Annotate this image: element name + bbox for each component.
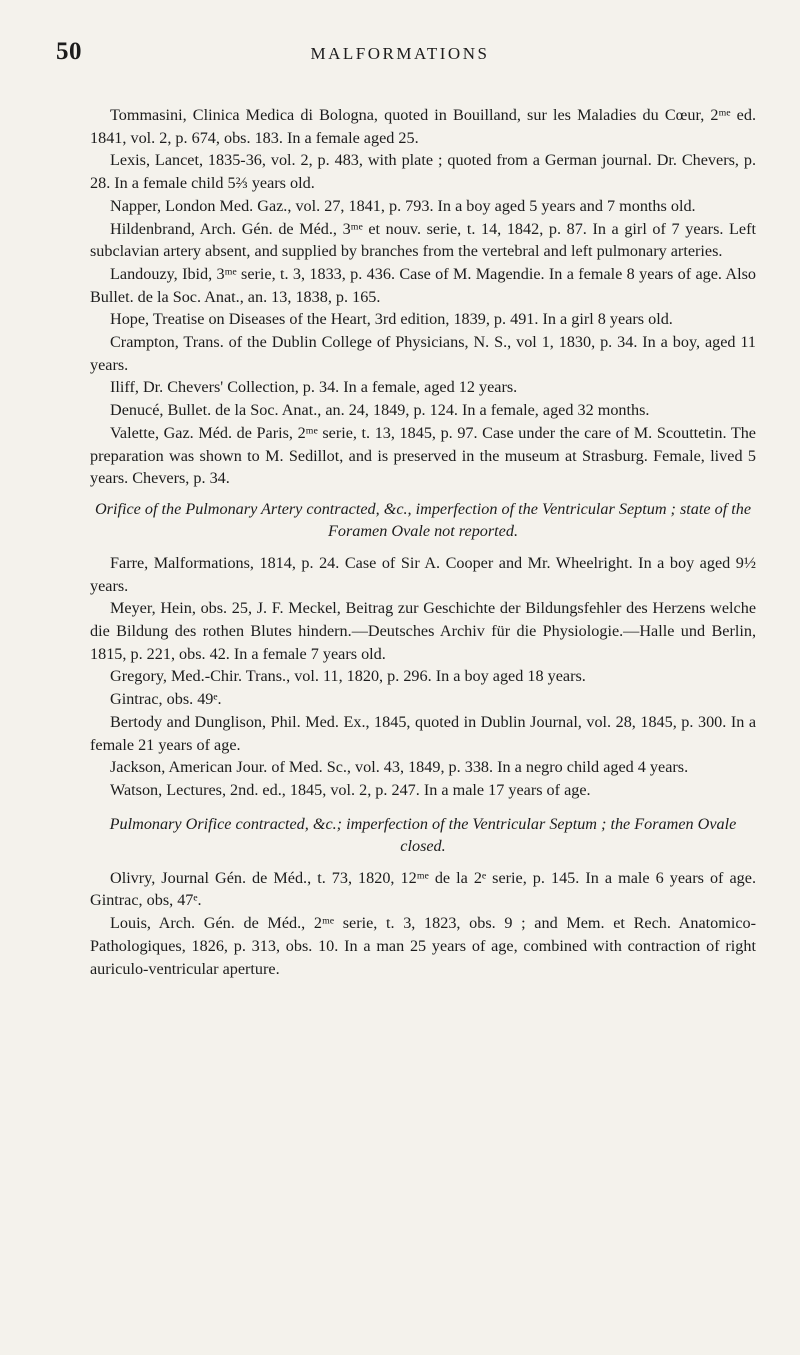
section-heading: Orifice of the Pulmonary Artery contracted, &c., imperfection of the Ventricular Septum ; state of the Foramen Ovale not reported. <box>94 499 752 540</box>
citation-entry: Iliff, Dr. Chevers' Collection, p. 34. In a female, aged 12 years. <box>110 378 518 397</box>
page-header <box>0 38 800 66</box>
citation-entry: Lexis, Lancet, 1835-36, vol. 2, p. 483, with plate ; quoted from a German journal. Dr. Chevers, p. 28. In a female child 5⅔ years old. <box>90 151 756 193</box>
citation-entry: Denucé, Bullet. de la Soc. Anat., an. 24, 1849, p. 124. In a female, aged 32 months. <box>110 401 650 420</box>
section-heading: Pulmonary Orifice contracted, &c.; imperfection of the Ventricular Septum ; the Foramen Ovale closed. <box>109 814 737 855</box>
citation-entry: Farre, Malformations, 1814, p. 24. Case of Sir A. Cooper and Mr. Wheelright. In a boy aged 9½ years. <box>90 553 756 595</box>
citation-entry: Landouzy, Ibid, 3ᵐᵉ serie, t. 3, 1833, p. 436. Case of M. Magendie. In a female 8 years of age. Also Bullet. de la Soc. Anat., an. 13, 1838, p. 165. <box>90 264 756 306</box>
body-text <box>90 104 756 980</box>
citation-entry: Valette, Gaz. Méd. de Paris, 2ᵐᵉ serie, t. 13, 1845, p. 97. Case under the care of M. Scouttetin. The preparation was shown to M. Sedillot, and is preserved in the museum at Strasburg. Female, lived 5 years. Chevers, p. 34. <box>90 423 756 488</box>
citation-entry: Crampton, Trans. of the Dublin College of Physicians, N. S., vol 1, 1830, p. 34. In a boy, aged 11 years. <box>90 333 756 374</box>
citation-entry: Tommasini, Clinica Medica di Bologna, quoted in Bouilland, sur les Maladies du Cœur, 2ᵐᵉ ed. 1841, vol. 2, p. 674, obs. 183. In a female aged 25. <box>90 106 756 147</box>
citation-entry: Gintrac, obs. 49ᵉ. <box>110 690 222 709</box>
citation-entry: Meyer, Hein, obs. 25, J. F. Meckel, Beitrag zur Geschichte der Bildungsfehler des Herzens welche die Bildung des rothen Blutes hindern.—Deutsches Archiv für die Physiologie.—Halle und Berlin, 1815, p. 221, obs. 42. In a female 7 years old. <box>90 599 756 663</box>
citation-entry: Hope, Treatise on Diseases of the Heart, 3rd edition, 1839, p. 491. In a girl 8 years old. <box>110 310 673 329</box>
page-number: 50 <box>56 38 82 65</box>
citation-entry: Hildenbrand, Arch. Gén. de Méd., 3ᵐᵉ et nouv. serie, t. 14, 1842, p. 87. In a girl of 7 years. Left subclavian artery absent, and supplied by branches from the vertebral and left pulmonary arteries. <box>90 219 756 261</box>
citation-entry: Bertody and Dunglison, Phil. Med. Ex., 1845, quoted in Dublin Journal, vol. 28, 1845, p. 300. In a female 21 years of age. <box>90 712 756 754</box>
citation-entry: Olivry, Journal Gén. de Méd., t. 73, 1820, 12ᵐᵉ de la 2ᵉ serie, p. 145. In a male 6 years of age. Gintrac, obs, 47ᵉ. <box>90 868 756 910</box>
running-head: MALFORMATIONS <box>310 44 490 63</box>
citation-entry: Watson, Lectures, 2nd. ed., 1845, vol. 2, p. 247. In a male 17 years of age. <box>110 780 591 799</box>
citation-entry: Jackson, American Jour. of Med. Sc., vol. 43, 1849, p. 338. In a negro child aged 4 years. <box>110 758 689 777</box>
citation-entry: Louis, Arch. Gén. de Méd., 2ᵐᵉ serie, t. 3, 1823, obs. 9 ; and Mem. et Rech. Anatomico-Pathologiques, 1826, p. 313, obs. 10. In a man 25 years of age, combined with contraction of right auriculo-ventricular aperture. <box>90 914 756 978</box>
citation-entry: Napper, London Med. Gaz., vol. 27, 1841, p. 793. In a boy aged 5 years and 7 months old. <box>110 196 696 215</box>
citation-entry: Gregory, Med.-Chir. Trans., vol. 11, 1820, p. 296. In a boy aged 18 years. <box>110 667 586 686</box>
